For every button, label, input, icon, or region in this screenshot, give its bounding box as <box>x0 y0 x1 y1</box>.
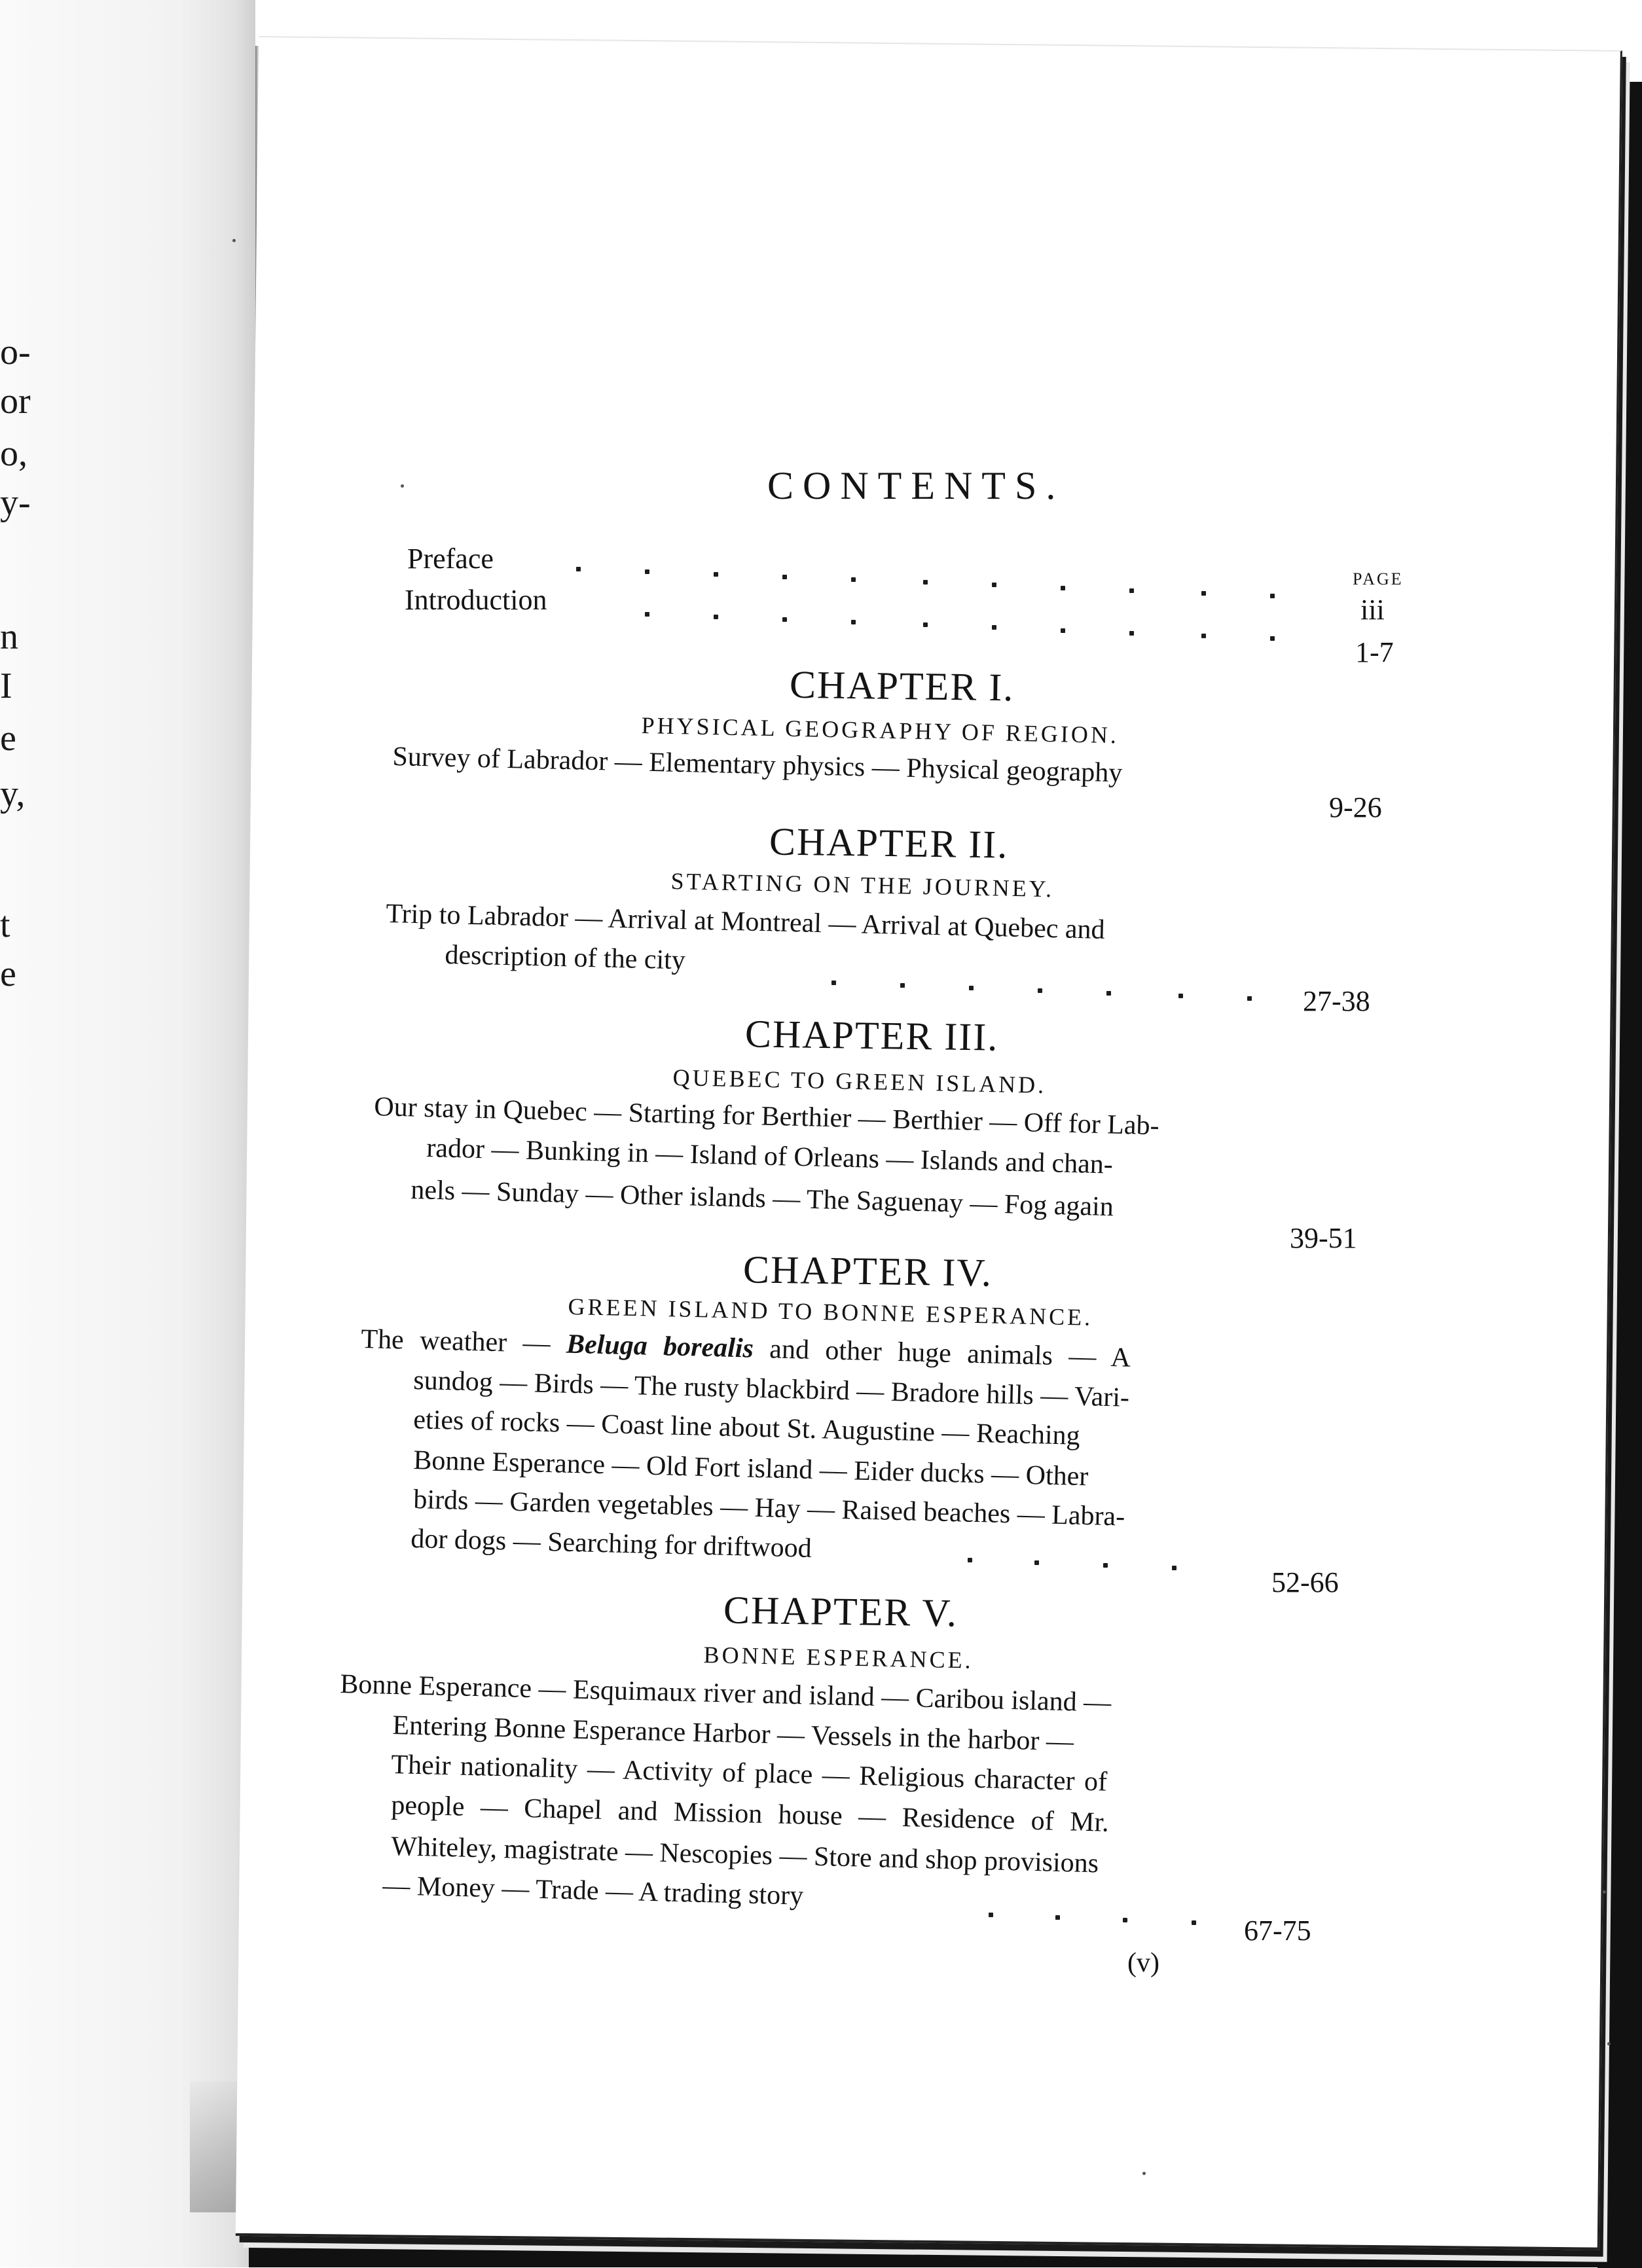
page-column-head: PAGE <box>1353 569 1404 588</box>
leader-dot <box>782 617 787 622</box>
fragment: t <box>0 905 10 945</box>
chapter-5-heading: CHAPTER V. <box>723 1588 958 1635</box>
fragment: e <box>0 954 16 994</box>
leader-dot <box>1192 1920 1196 1925</box>
chapter-2-pages: 27-38 <box>1303 985 1370 1017</box>
chapter-2-heading: CHAPTER II. <box>769 819 1009 867</box>
chapter-3-pages: 39-51 <box>1290 1222 1357 1254</box>
chapter-2-subtitle: STARTING ON THE JOURNEY. <box>670 868 1055 903</box>
chapter-5-line-4: people — Chapel and Mission house — Residence of Mr. <box>390 1790 1110 1838</box>
leader-dot <box>992 625 996 630</box>
leader-dot <box>989 1913 993 1917</box>
leader-dot <box>851 620 856 624</box>
preface-page: iii <box>1360 594 1385 626</box>
leader-dot <box>1055 1915 1060 1920</box>
chapter-2-line-1: Trip to Labrador — Arrival at Montreal — Arrival at Quebec and <box>386 899 1106 945</box>
chapter-5-line-6: — Money — Trade — A trading story <box>382 1871 804 1911</box>
beluga-borealis-italic: Beluga borealis <box>566 1329 754 1364</box>
leader-dot <box>1201 634 1206 638</box>
leader-dot <box>1178 994 1183 998</box>
chapter-5-line-2: Entering Bonne Esperance Harbor — Vessels in the harbor — <box>392 1710 1074 1757</box>
speck <box>1603 1890 1606 1894</box>
leader-dot <box>1270 636 1275 641</box>
chapter-5-line-5: Whiteley, magistrate — Nescopies — Store and shop provisions <box>390 1831 1099 1879</box>
chapter-4-line-1-end: and other huge animals — A <box>753 1333 1131 1373</box>
contents-title: CONTENTS. <box>767 464 1065 507</box>
chapter-4-line-1-start: The weather — <box>360 1324 567 1359</box>
leader-dot <box>851 577 856 582</box>
chapter-3-line-3: nels — Sunday — Other islands — The Saguenay — Fog again <box>410 1175 1114 1223</box>
preface-label: Preface <box>407 543 494 575</box>
leader-dot <box>576 567 581 571</box>
leader-dot <box>1172 1566 1177 1570</box>
leader-dot <box>714 615 718 619</box>
leader-dot <box>968 1558 972 1562</box>
introduction-page: 1-7 <box>1355 636 1394 668</box>
chapter-4-line-2: sundog — Birds — The rusty blackbird — Bradore hills — Vari- <box>412 1365 1130 1413</box>
chapter-1-heading: CHAPTER I. <box>789 662 1015 710</box>
chapter-5-line-1: Bonne Esperance — Esquimaux river and island — Caribou island — <box>339 1669 1112 1718</box>
leader-dot <box>714 572 718 577</box>
page-folio: (v) <box>1127 1948 1159 1978</box>
leader-dot <box>1123 1918 1127 1922</box>
chapter-4-subtitle: GREEN ISLAND TO BONNE ESPERANCE. <box>568 1293 1093 1331</box>
leader-dot <box>1129 631 1134 636</box>
chapter-4-pages: 52-66 <box>1271 1566 1339 1598</box>
leader-dot <box>645 569 649 574</box>
fragment: or <box>0 381 31 422</box>
leader-dot <box>1201 591 1206 596</box>
fragment: n <box>0 617 18 657</box>
leader-dot <box>992 583 996 587</box>
fragment: o- <box>0 332 31 372</box>
chapter-4-line-5: birds — Garden vegetables — Hay — Raised beaches — Labra- <box>412 1485 1125 1532</box>
leader-dot <box>900 983 905 988</box>
leader-dot <box>1270 594 1275 598</box>
chapter-1-line-1: Survey of Labrador — Elementary physics — Physical geography <box>392 742 1123 789</box>
chapter-5-pages: 67-75 <box>1244 1915 1311 1947</box>
leader-dot <box>1061 628 1065 633</box>
leader-dot <box>831 981 836 985</box>
facing-page-text-fragments <box>0 0 39 2267</box>
introduction-label: Introduction <box>405 584 547 616</box>
chapter-3-subtitle: QUEBEC TO GREEN ISLAND. <box>672 1064 1047 1098</box>
chapter-4-line-6: dor dogs — Searching for driftwood <box>410 1524 812 1564</box>
leader-dot <box>1106 991 1111 996</box>
fragment: e <box>0 718 16 759</box>
chapter-5-subtitle: BONNE ESPERANCE. <box>703 1642 974 1674</box>
speck <box>1607 2042 1611 2045</box>
leader-dot <box>1129 588 1134 593</box>
leader-dot <box>645 612 649 617</box>
chapter-1-pages: 9-26 <box>1329 791 1382 823</box>
chapter-5-line-3: Their nationality — Activity of place — Religious character of <box>390 1750 1108 1797</box>
leader-dot <box>1103 1563 1108 1568</box>
leader-dot <box>969 986 974 990</box>
leader-dot <box>782 575 787 579</box>
speck <box>401 484 404 488</box>
speck <box>1142 2172 1146 2175</box>
chapter-2-line-2: description of the city <box>445 940 686 976</box>
chapter-4-line-4: Bonne Esperance — Old Fort island — Eider ducks — Other <box>412 1445 1089 1492</box>
fragment: y- <box>0 482 31 523</box>
leader-dot <box>1034 1560 1039 1565</box>
leader-dot <box>1247 996 1252 1001</box>
speck <box>232 239 236 242</box>
fragment: o, <box>0 433 27 474</box>
leader-dot <box>923 622 928 627</box>
fragment: I <box>0 666 12 706</box>
chapter-3-line-1: Our stay in Quebec — Starting for Berthier — Berthier — Off for Lab- <box>373 1092 1160 1142</box>
fragment: y, <box>0 774 26 814</box>
chapter-4-line-3: eties of rocks — Coast line about St. Augustine — Reaching <box>412 1405 1081 1451</box>
leader-dot <box>1061 586 1065 590</box>
chapter-1-subtitle: PHYSICAL GEOGRAPHY OF REGION. <box>641 712 1120 749</box>
leader-dot <box>923 580 928 585</box>
leader-dot <box>1038 988 1042 993</box>
chapter-4-heading: CHAPTER IV. <box>742 1248 993 1295</box>
chapter-3-heading: CHAPTER III. <box>744 1012 999 1059</box>
chapter-3-line-2: rador — Bunking in — Island of Orleans — Islands and chan- <box>426 1133 1114 1180</box>
